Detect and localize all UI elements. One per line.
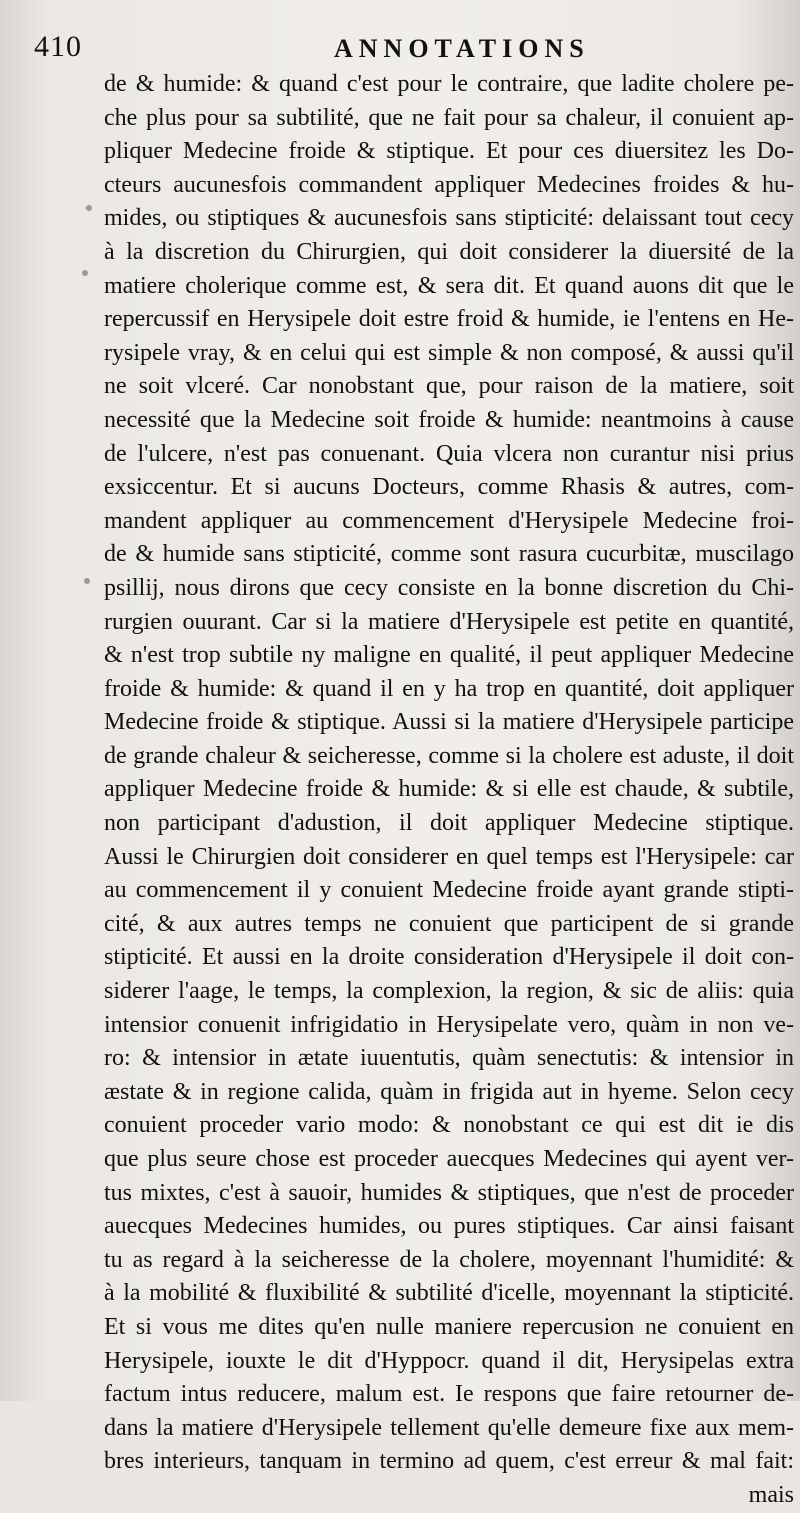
running-head: ANNOTATIONS [334, 34, 590, 63]
text-line: pliquer Medecine froide & stiptique. Et pour ces diuersitez les Do- [104, 138, 794, 165]
margin-mark [84, 578, 90, 584]
text-line: rysipele vray, & en celui qui est simple & non composé, & aussi qu'il [104, 339, 794, 366]
text-line: de l'ulcere, n'est pas conuenant. Quia vlcera non curantur nisi prius [104, 440, 794, 467]
text-line: froide & humide: & quand il en y ha trop en quantité, doit appliquer [104, 675, 794, 702]
text-line: à la mobilité & fluxibilité & subtilité d'icelle, moyennant la stipticité. [104, 1280, 794, 1307]
text-line: siderer l'aage, le temps, la complexion, la region, & sic de aliis: quia [104, 978, 794, 1005]
text-line: tus mixtes, c'est à sauoir, humides & stiptiques, que n'est de proceder [104, 1179, 794, 1206]
text-line: non participant d'adustion, il doit appliquer Medecine stiptique. [104, 810, 794, 837]
text-line: cité, & aux autres temps ne conuient que participent de si grande [104, 910, 794, 937]
margin-mark [86, 205, 92, 211]
text-line: Herysipele, iouxte le dit d'Hyppocr. quand il dit, Herysipelas extra [104, 1347, 794, 1374]
text-line: tu as regard à la seicheresse de la cholere, moyennant l'humidité: & [104, 1246, 794, 1273]
text-line: de & humide sans stipticité, comme sont rasura cucurbitæ, muscilago [104, 541, 794, 568]
body-text [104, 68, 794, 1513]
text-line: à la discretion du Chirurgien, qui doit considerer la diuersité de la [104, 238, 794, 265]
text-line: bres interieurs, tanquam in termino ad quem, c'est erreur & mal fait: [104, 1448, 794, 1475]
text-line: mandent appliquer au commencement d'Herysipele Medecine froi- [104, 507, 794, 534]
text-line: mides, ou stiptiques & aucunesfois sans stipticité: delaissant tout cecy [104, 205, 794, 232]
text-line: au commencement il y conuient Medecine froide ayant grande stipti- [104, 877, 794, 904]
page-number: 410 [34, 30, 82, 63]
text-line: intensior conuenit infrigidatio in Herysipelate vero, quàm in non ve- [104, 1011, 794, 1038]
text-line: Aussi le Chirurgien doit considerer en quel temps est l'Herysipele: car [104, 843, 794, 870]
text-line: auecques Medecines humides, ou pures stiptiques. Car ainsi faisant [104, 1213, 794, 1240]
text-line: stipticité. Et aussi en la droite consideration d'Herysipele il doit con- [104, 944, 794, 971]
text-line: appliquer Medecine froide & humide: & si elle est chaude, & subtile, [104, 776, 794, 803]
text-line: de grande chaleur & seicheresse, comme si la cholere est aduste, il doit [104, 742, 794, 769]
text-line: exsiccentur. Et si aucuns Docteurs, comme Rhasis & autres, com- [104, 474, 794, 501]
text-line: matiere cholerique comme est, & sera dit. Et quand auons dit que le [104, 272, 794, 299]
text-line: ne soit vlceré. Car nonobstant que, pour raison de la matiere, soit [104, 373, 794, 400]
catchword: mais [748, 1481, 794, 1508]
margin-mark [82, 270, 88, 276]
text-line: æstate & in regione calida, quàm in frigida aut in hyeme. Selon cecy [104, 1078, 794, 1105]
text-line: de & humide: & quand c'est pour le contraire, que ladite cholere pe- [104, 71, 794, 97]
text-line: rurgien ouurant. Car si la matiere d'Herysipele est petite en quantité, [104, 608, 794, 635]
text-line: repercussif en Herysipele doit estre froid & humide, ie l'entens en He- [104, 306, 794, 333]
text-line: che plus pour sa subtilité, que ne fait pour sa chaleur, il conuient ap- [104, 104, 794, 131]
text-line: Medecine froide & stiptique. Aussi si la matiere d'Herysipele participe [104, 709, 794, 736]
page-header [34, 30, 794, 70]
text-line: Et si vous me dites qu'en nulle maniere repercusion ne conuient en [104, 1313, 794, 1340]
text-line: psillij, nous dirons que cecy consiste en la bonne discretion du Chi- [104, 574, 794, 601]
text-line: ro: & intensior in ætate iuuentutis, quàm senectutis: & intensior in [104, 1045, 794, 1072]
text-line: cteurs aucunesfois commandent appliquer Medecines froides & hu- [104, 171, 794, 198]
text-line: que plus seure chose est proceder auecques Medecines qui ayent ver- [104, 1146, 794, 1172]
text-line: dans la matiere d'Herysipele tellement qu'elle demeure fixe aux mem- [104, 1414, 794, 1441]
text-line: necessité que la Medecine soit froide & humide: neantmoins à cause [104, 406, 794, 433]
text-line: factum intus reducere, malum est. Ie respons que faire retourner de- [104, 1381, 794, 1408]
text-line: conuient proceder vario modo: & nonobstant ce qui est dit ie dis [104, 1112, 794, 1139]
text-line: & n'est trop subtile ny maligne en qualité, il peut appliquer Medecine [104, 642, 794, 669]
